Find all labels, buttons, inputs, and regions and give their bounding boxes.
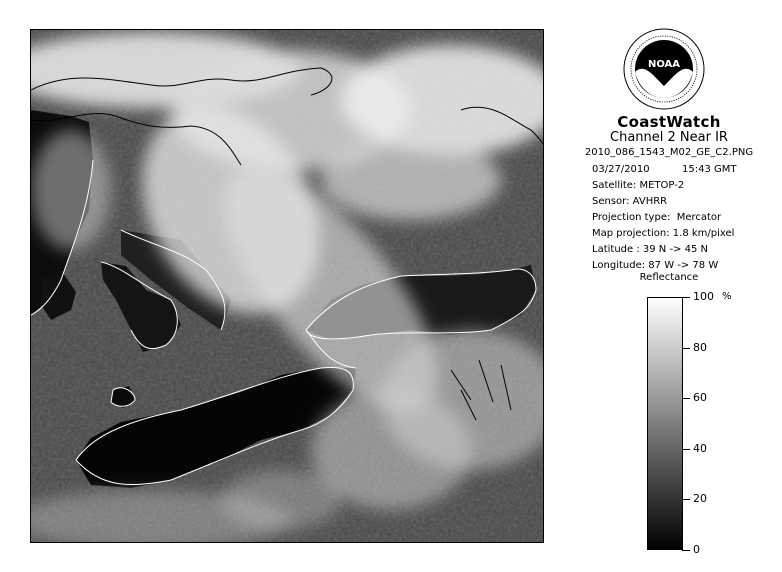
satellite-info: Satellite: METOP-2 (592, 180, 685, 191)
map-projection: Map projection: 1.8 km/pixel (592, 228, 735, 239)
colorbar-unit: % (722, 291, 732, 302)
product-name: Channel 2 Near IR (610, 130, 728, 145)
colorbar-tick-label: 60 (693, 391, 707, 405)
colorbar-tick (682, 449, 690, 450)
colorbar-tick (682, 550, 690, 551)
colorbar-tick (682, 348, 690, 349)
longitude-range: Longitude: 87 W -> 78 W (592, 260, 719, 271)
sensor-info: Sensor: AVHRR (592, 196, 668, 207)
logo-text: NOAA (647, 59, 681, 70)
colorbar-tick (682, 398, 690, 399)
time-value: 15:43 GMT (682, 164, 737, 175)
brand-name: CoastWatch (617, 113, 721, 131)
colorbar-tick-label: 100 (693, 290, 714, 303)
colorbar-tick-label: 80 (693, 340, 707, 354)
file-name: 2010_086_1543_M02_GE_C2.PNG (584, 147, 754, 158)
date-value: 03/27/2010 (592, 164, 650, 175)
colorbar-tick-label: 20 (693, 492, 707, 506)
satellite-image (30, 29, 544, 543)
colorbar-tick-label: 0 (693, 543, 700, 556)
colorbar-tick (682, 499, 690, 500)
projection-type: Projection type: Mercator (592, 212, 722, 223)
legend-panel (556, 0, 782, 572)
colorbar (647, 297, 683, 550)
colorbar-tick-label: 40 (693, 441, 707, 455)
map-canvas (31, 30, 544, 543)
noaa-logo (623, 28, 705, 110)
latitude-range: Latitude : 39 N -> 45 N (592, 244, 708, 255)
colorbar-tick (682, 297, 690, 298)
colorbar-title: Reflectance (639, 272, 699, 283)
